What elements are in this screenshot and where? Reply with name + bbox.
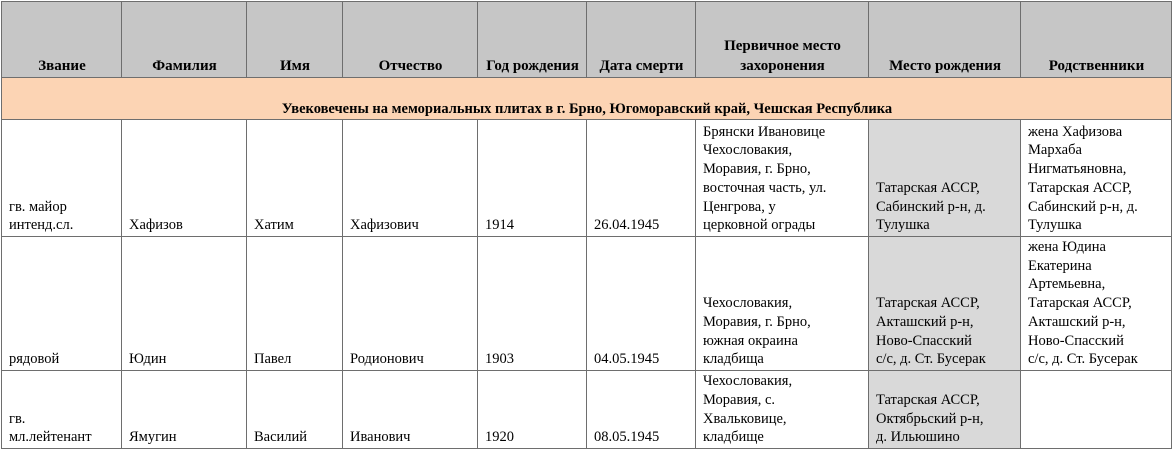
cell-birth-year: 1920	[478, 371, 587, 449]
table-body	[2, 78, 1172, 449]
cell-birth-place: Татарская АССР, Сабинский р-н, д. Тулушка	[869, 120, 1021, 237]
cell-rank: гв. майор интенд.сл.	[2, 120, 122, 237]
cell-surname: Ямугин	[122, 371, 247, 449]
cell-burial-place: Чехословакия, Моравия, с. Хвальковице, кладбище	[696, 371, 869, 449]
cell-relatives	[1021, 371, 1172, 449]
cell-patronymic: Хафизович	[343, 120, 478, 237]
section-title: Увековечены на мемориальных плитах в г. Брно, Югоморавский край, Чешская Республика	[2, 78, 1172, 120]
table-row	[2, 120, 1172, 237]
cell-death-date: 04.05.1945	[587, 237, 696, 371]
cell-surname: Хафизов	[122, 120, 247, 237]
cell-name: Василий	[247, 371, 343, 449]
burial-records-table	[1, 1, 1172, 449]
cell-rank: рядовой	[2, 237, 122, 371]
header-birth-place: Место рождения	[869, 2, 1021, 78]
cell-death-date: 26.04.1945	[587, 120, 696, 237]
section-row	[2, 78, 1172, 120]
cell-relatives: жена Юдина Екатерина Артемьевна, Татарская АССР, Акташский р-н, Ново-Спасский с/с, д. Ст. Бусерак	[1021, 237, 1172, 371]
cell-burial-place: Чехословакия, Моравия, г. Брно, южная окраина кладбища	[696, 237, 869, 371]
cell-name: Хатим	[247, 120, 343, 237]
cell-birth-year: 1903	[478, 237, 587, 371]
cell-surname: Юдин	[122, 237, 247, 371]
header-burial-place: Первичное место захоронения	[696, 2, 869, 78]
cell-birth-place: Татарская АССР, Октябрьский р-н, д. Ильюшино	[869, 371, 1021, 449]
table-row	[2, 371, 1172, 449]
table-header	[2, 2, 1172, 78]
header-surname: Фамилия	[122, 2, 247, 78]
header-row	[2, 2, 1172, 78]
cell-burial-place: Брянски Ивановице Чехословакия, Моравия, г. Брно, восточная часть, ул. Ценгрова, у церковной ограды	[696, 120, 869, 237]
cell-death-date: 08.05.1945	[587, 371, 696, 449]
cell-rank: гв. мл.лейтенант	[2, 371, 122, 449]
cell-patronymic: Родионович	[343, 237, 478, 371]
cell-birth-place: Татарская АССР, Акташский р-н, Ново-Спасский с/с, д. Ст. Бусерак	[869, 237, 1021, 371]
header-rank: Звание	[2, 2, 122, 78]
header-birth-year: Год рождения	[478, 2, 587, 78]
cell-birth-year: 1914	[478, 120, 587, 237]
header-death-date: Дата смерти	[587, 2, 696, 78]
cell-name: Павел	[247, 237, 343, 371]
header-relatives: Родственники	[1021, 2, 1172, 78]
cell-relatives: жена Хафизова Мархаба Нигматьяновна, Татарская АССР, Сабинский р-н, д. Тулушка	[1021, 120, 1172, 237]
header-patronymic: Отчество	[343, 2, 478, 78]
table-row	[2, 237, 1172, 371]
header-name: Имя	[247, 2, 343, 78]
cell-patronymic: Иванович	[343, 371, 478, 449]
